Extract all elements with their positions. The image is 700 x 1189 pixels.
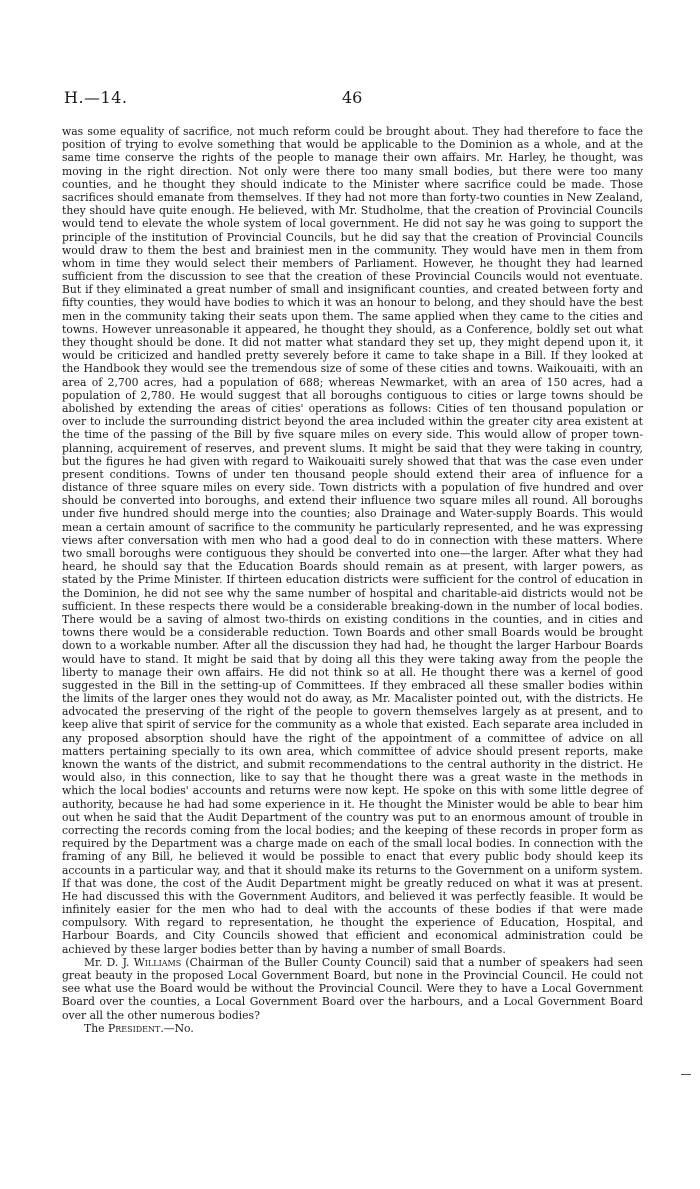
document-reference: H.—14. — [64, 88, 128, 107]
margin-mark — [681, 1074, 691, 1075]
speech-text: (Chairman of the Buller County Council) said that a number of speakers had seen great beauty in the proposed Local Government Board, but none in the Provincial Council. He could not see what use the Board would be without the Provincial Council. Were they to have a Local Government Board over the counties, a Local Government Board over the harbours, and a Local Government Board over all the other numerous bodies? — [62, 955, 643, 1022]
paragraph-president — [62, 1022, 643, 1035]
speaker-name: Williams — [133, 955, 182, 969]
speaker-prefix: The — [84, 1021, 108, 1035]
paragraph-continuation: was some equality of sacrifice, not much reform could be brought about. They had therefore to face the position of trying to evolve something that would be applicable to the Dominion as a whole, and at the same time conserve the rights of the people to manage their own affairs. Mr. Harley, he thought, was moving in the right direction. Not only were there too many small bodies, but there were too many counties, and he thought they should indicate to the Minister where sacrifice could be made. Those sacrifices should emanate from themselves. If they had not more than forty-two counties in New Zealand, they should have quite enough. He believed, with Mr. Studholme, that the creation of Provincial Councils would tend to elevate the whole system of local government. He did not say he was going to support the principle of the institution of Provincial Councils, but he did say that the creation of Provincial Councils would draw to them the best and brainiest men in the community. They would have men in them from whom in time they would select their members of Parliament. However, he thought they had learned sufficient from the discussion to see that the creation of these Provincial Councils would not eventuate. But if they eliminated a great number of small and insignificant counties, and created between forty and fifty counties, they would have bodies to which it was an honour to belong, and they should have the best men in the community taking their seats upon them. The same applied when they came to the cities and towns. However unreasonable it appeared, he thought they should, as a Conference, boldly set out what they thought should be done. It did not matter what standard they set up, they might depend upon it, it would be criticized and handled pretty severely before it came to take shape in a Bill. If they looked at the Handbook they would see the tremendous size of some of these cities and towns. Waikouaiti, with an area of 2,700 acres, had a population of 688; whereas Newmarket, with an area of 150 acres, had a population of 2,780. He would suggest that all boroughs contiguous to cities or large towns should be abolished by extending the areas of cities' operations as follows: Cities of ten thousand population or over to include the surrounding district beyond the area included within the greater city area existent at the time of the passing of the Bill by five square miles on every side. This would allow of proper town-planning, acquirement of reserves, and prevent slums. It might be said that they were taking in country, but the figures he had given with regard to Waikouaiti surely showed that that was the case even under present conditions. Towns of under ten thousand people should extend their area of influence for a distance of three square miles on every side. Town districts with a population of five hundred and over should be converted into boroughs, and extend their influence two square miles all round. All boroughs under five hundred should merge into the counties; also Drainage and Water-supply Boards. This would mean a certain amount of sacrifice to the community he particularly represented, and he was expressing views after conversation with men who had a good deal to do in connection with these matters. Where two small boroughs were contiguous they should be converted into one—the larger. After what they had heard, he should say that the Education Boards should remain as at present, with larger powers, as stated by the Prime Minister. If thirteen education districts were sufficient for the control of education in the Dominion, he did not see why the same number of hospital and charitable-aid districts would not be sufficient. In these respects there would be a considerable breaking-down in the number of local bodies. There would be a saving of almost two-thirds on existing conditions in the counties, and in cities and towns there would be a considerable reduction. Town Boards and other small Boards would be brought down to a workable number. After all the discussion they had had, he thought the larger Harbour Boards would have to stand. It might be said that by doing all this they were taking away from the people the liberty to manage their own affairs. He did not think so at all. He thought there was a kernel of good suggested in the Bill in the setting-up of Committees. If they embraced all these smaller bodies within the limits of the larger ones they would not do away, as Mr. Macalister pointed out, with the districts. He advocated the preserving of the right of the people to govern themselves largely as at present, and to keep alive that spirit of service for the community as a whole that existed. Each separate area included in any proposed absorption should have the right of the appointment of a committee of advice on all matters pertaining specially to its own area, which committee of advice should present reports, make known the wants of the district, and submit recommendations to the central authority in the district. He would also, in this connection, like to say that he thought there was a great waste in the methods in which the local bodies' accounts and returns were now kept. He spoke on this with some little degree of authority, because he had had some experience in it. He thought the Minister would be able to bear him out when he said that the Audit Department of the country was put to an enormous amount of trouble in correcting the records coming from the local bodies; and the keeping of these records in proper form as required by the Department was a charge made on each of the small local bodies. In connection with the framing of any Bill, he believed it would be possible to enact that every public body should keep its accounts in a particular way, and that it should make its returns to the Government on a uniform system. If that was done, the cost of the Audit Department might be greatly reduced on what it was at present. He had discussed this with the Government Auditors, and believed it was perfectly feasible. It would be infinitely easier for the men who had to deal with the accounts of these bodies if that were made compulsory. With regard to representation, he thought the experience of Education, Hospital, and Harbour Boards, and City Councils showed that efficient and economical administration could be achieved by these larger bodies better than by having a number of small Boards. — [62, 125, 643, 956]
page-number: 46 — [342, 88, 363, 107]
paragraph-williams — [62, 956, 643, 1022]
speaker-name: President — [107, 1021, 161, 1035]
speech-text: .—No. — [160, 1021, 194, 1035]
page-header — [64, 88, 642, 112]
speaker-prefix: Mr. D. J. — [84, 955, 134, 969]
body-text — [62, 125, 643, 1035]
